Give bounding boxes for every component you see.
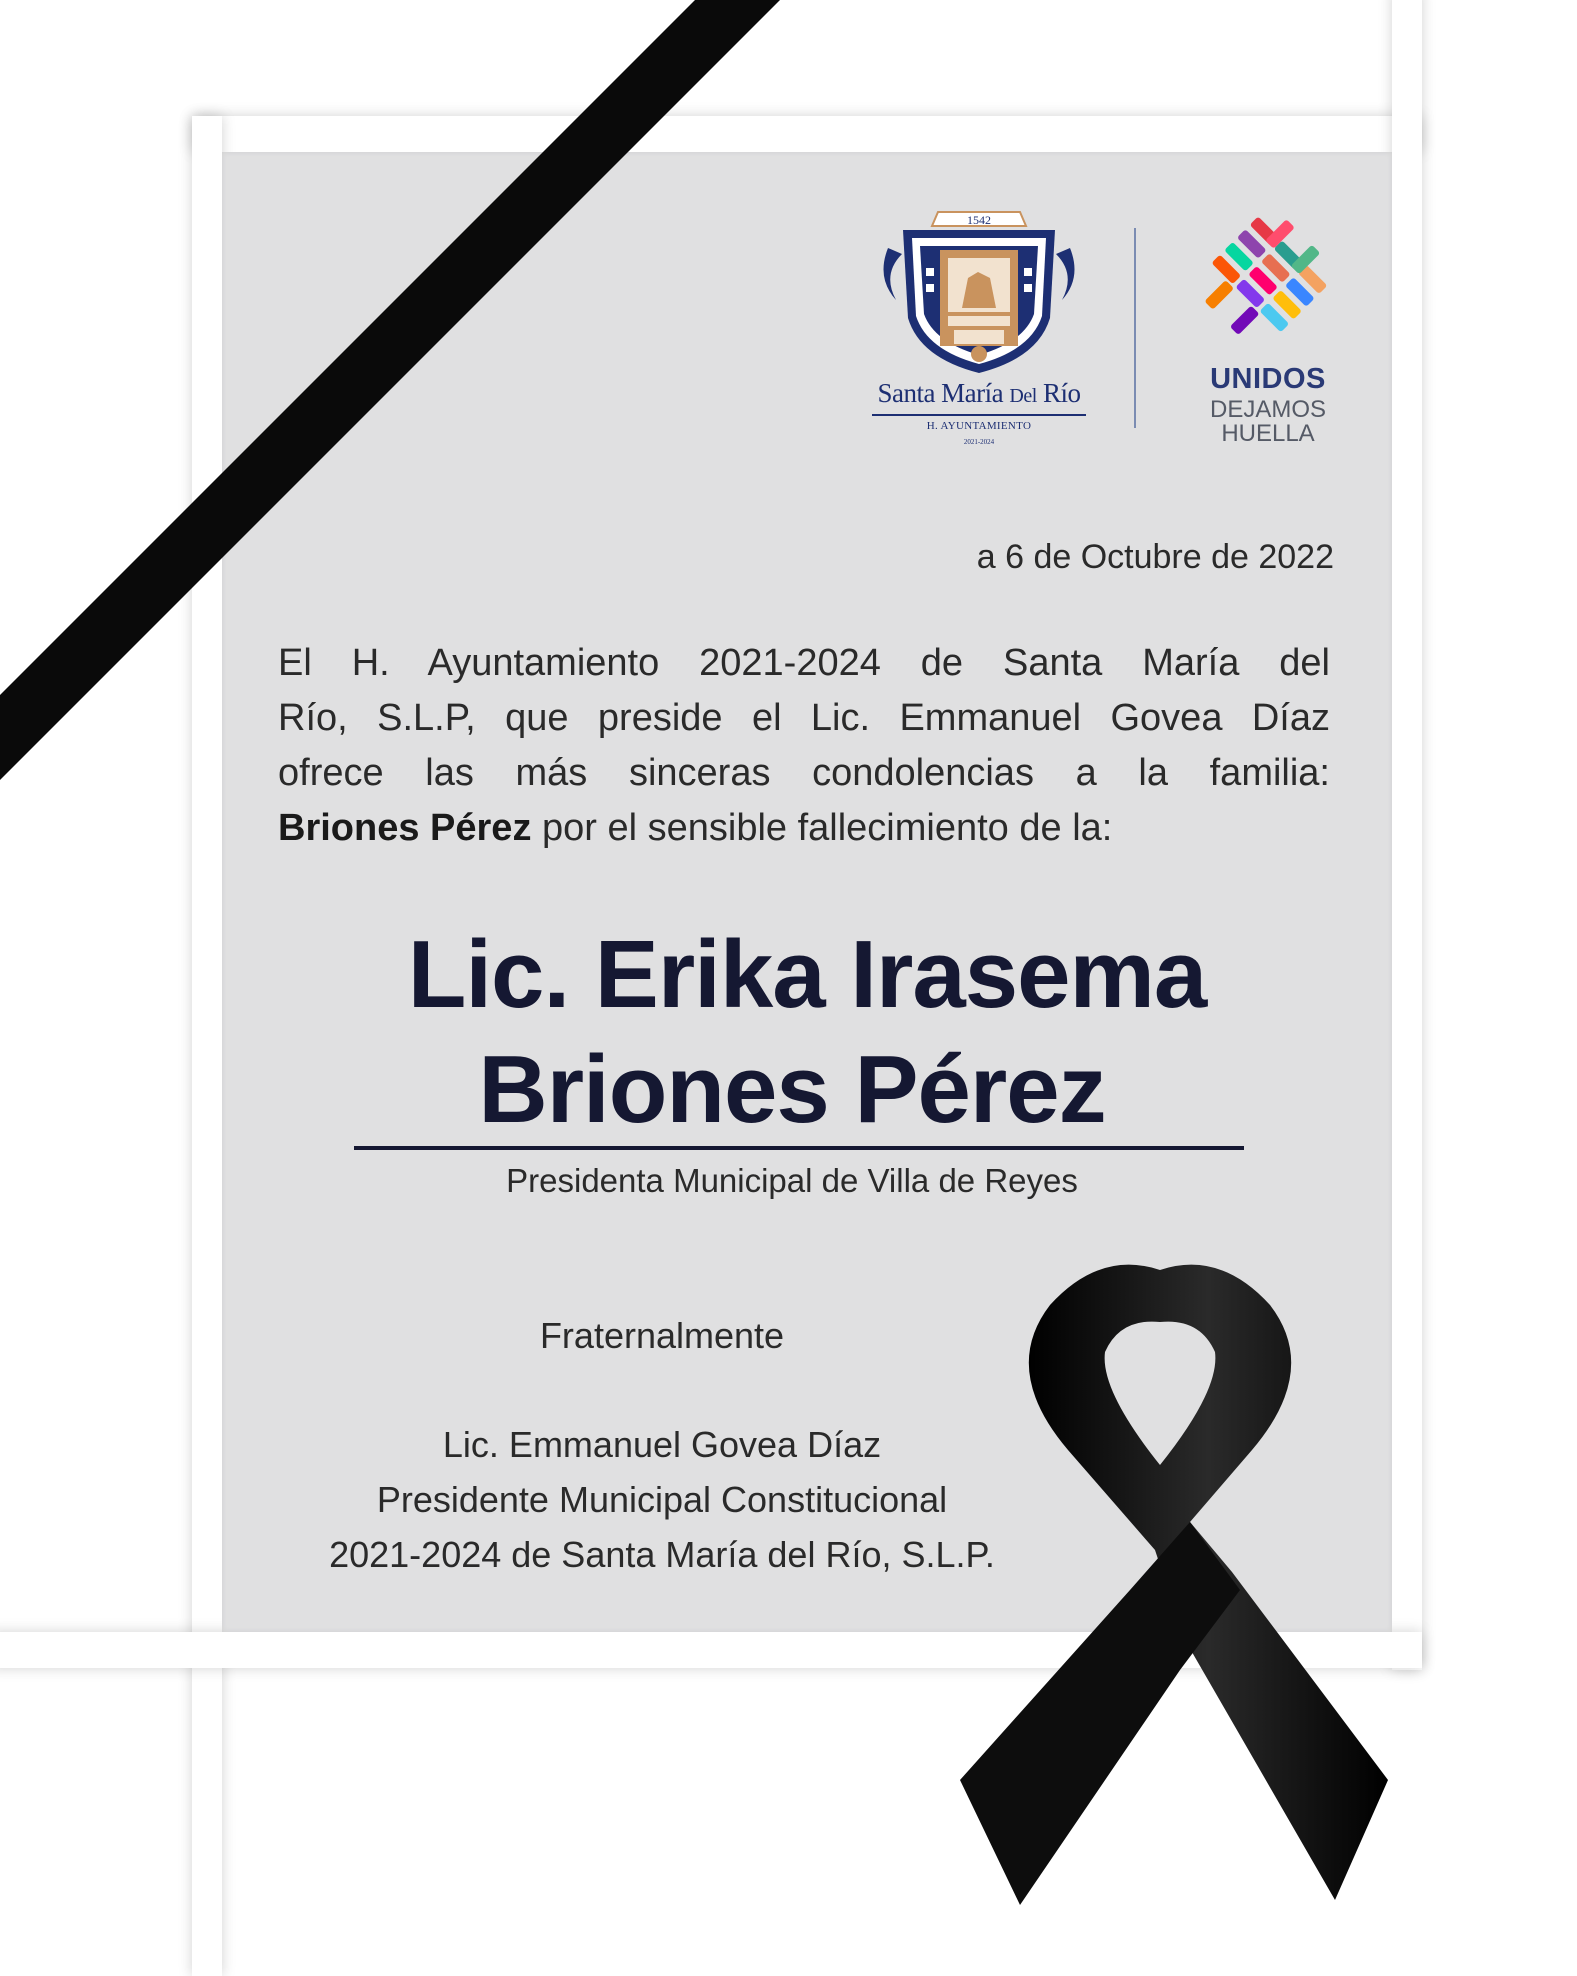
municipal-seal-icon [868, 208, 1090, 378]
deceased-name-line-2: Briones Pérez [478, 1036, 1106, 1143]
body-line-1: El H. Ayuntamiento 2021-2024 de Santa María del [278, 642, 1330, 684]
seal-subtitle: H. AYUNTAMIENTO [926, 420, 1032, 432]
body-line-4 [278, 801, 1330, 856]
body-line-4-rest: por el sensible fallecimiento de la: [531, 807, 1113, 849]
slogan-line-2: DEJAMOS [1209, 396, 1326, 423]
colorful-handprints-icon [1188, 208, 1348, 348]
svg-text:1542: 1542 [967, 213, 991, 227]
family-name: Briones Pérez [278, 807, 532, 849]
seal-years: 2021-2024 [963, 438, 995, 446]
slogan-main: UNIDOS [1210, 363, 1326, 395]
slogan-logo [1188, 208, 1348, 453]
body-line-3: ofrece las más sinceras condolencias a la familia: [278, 752, 1330, 794]
letter-date: a 6 de Octubre de 2022 [976, 538, 1334, 576]
municipal-seal-logo [868, 208, 1090, 453]
name-underline [354, 1146, 1244, 1150]
deceased-role: Presidenta Municipal de Villa de Reyes [506, 1162, 1078, 1199]
seal-title: Santa María Del Río [877, 378, 1081, 408]
signature-title: Presidente Municipal Constitucional [376, 1479, 948, 1520]
signature-name: Lic. Emmanuel Govea Díaz [442, 1424, 882, 1465]
slogan-line-3: HUELLA [1221, 420, 1315, 447]
body-line-2: Río, S.L.P, que preside el Lic. Emmanuel Govea Díaz [278, 697, 1330, 739]
mourning-ribbon-icon [940, 1260, 1430, 1920]
deceased-name-line-1: Lic. Erika Irasema [407, 921, 1207, 1028]
logo-divider [1134, 228, 1136, 428]
seal-underline [872, 414, 1086, 416]
closing-text: Fraternalmente [539, 1315, 785, 1356]
signature-term: 2021-2024 de Santa María del Río, S.L.P. [329, 1534, 995, 1575]
